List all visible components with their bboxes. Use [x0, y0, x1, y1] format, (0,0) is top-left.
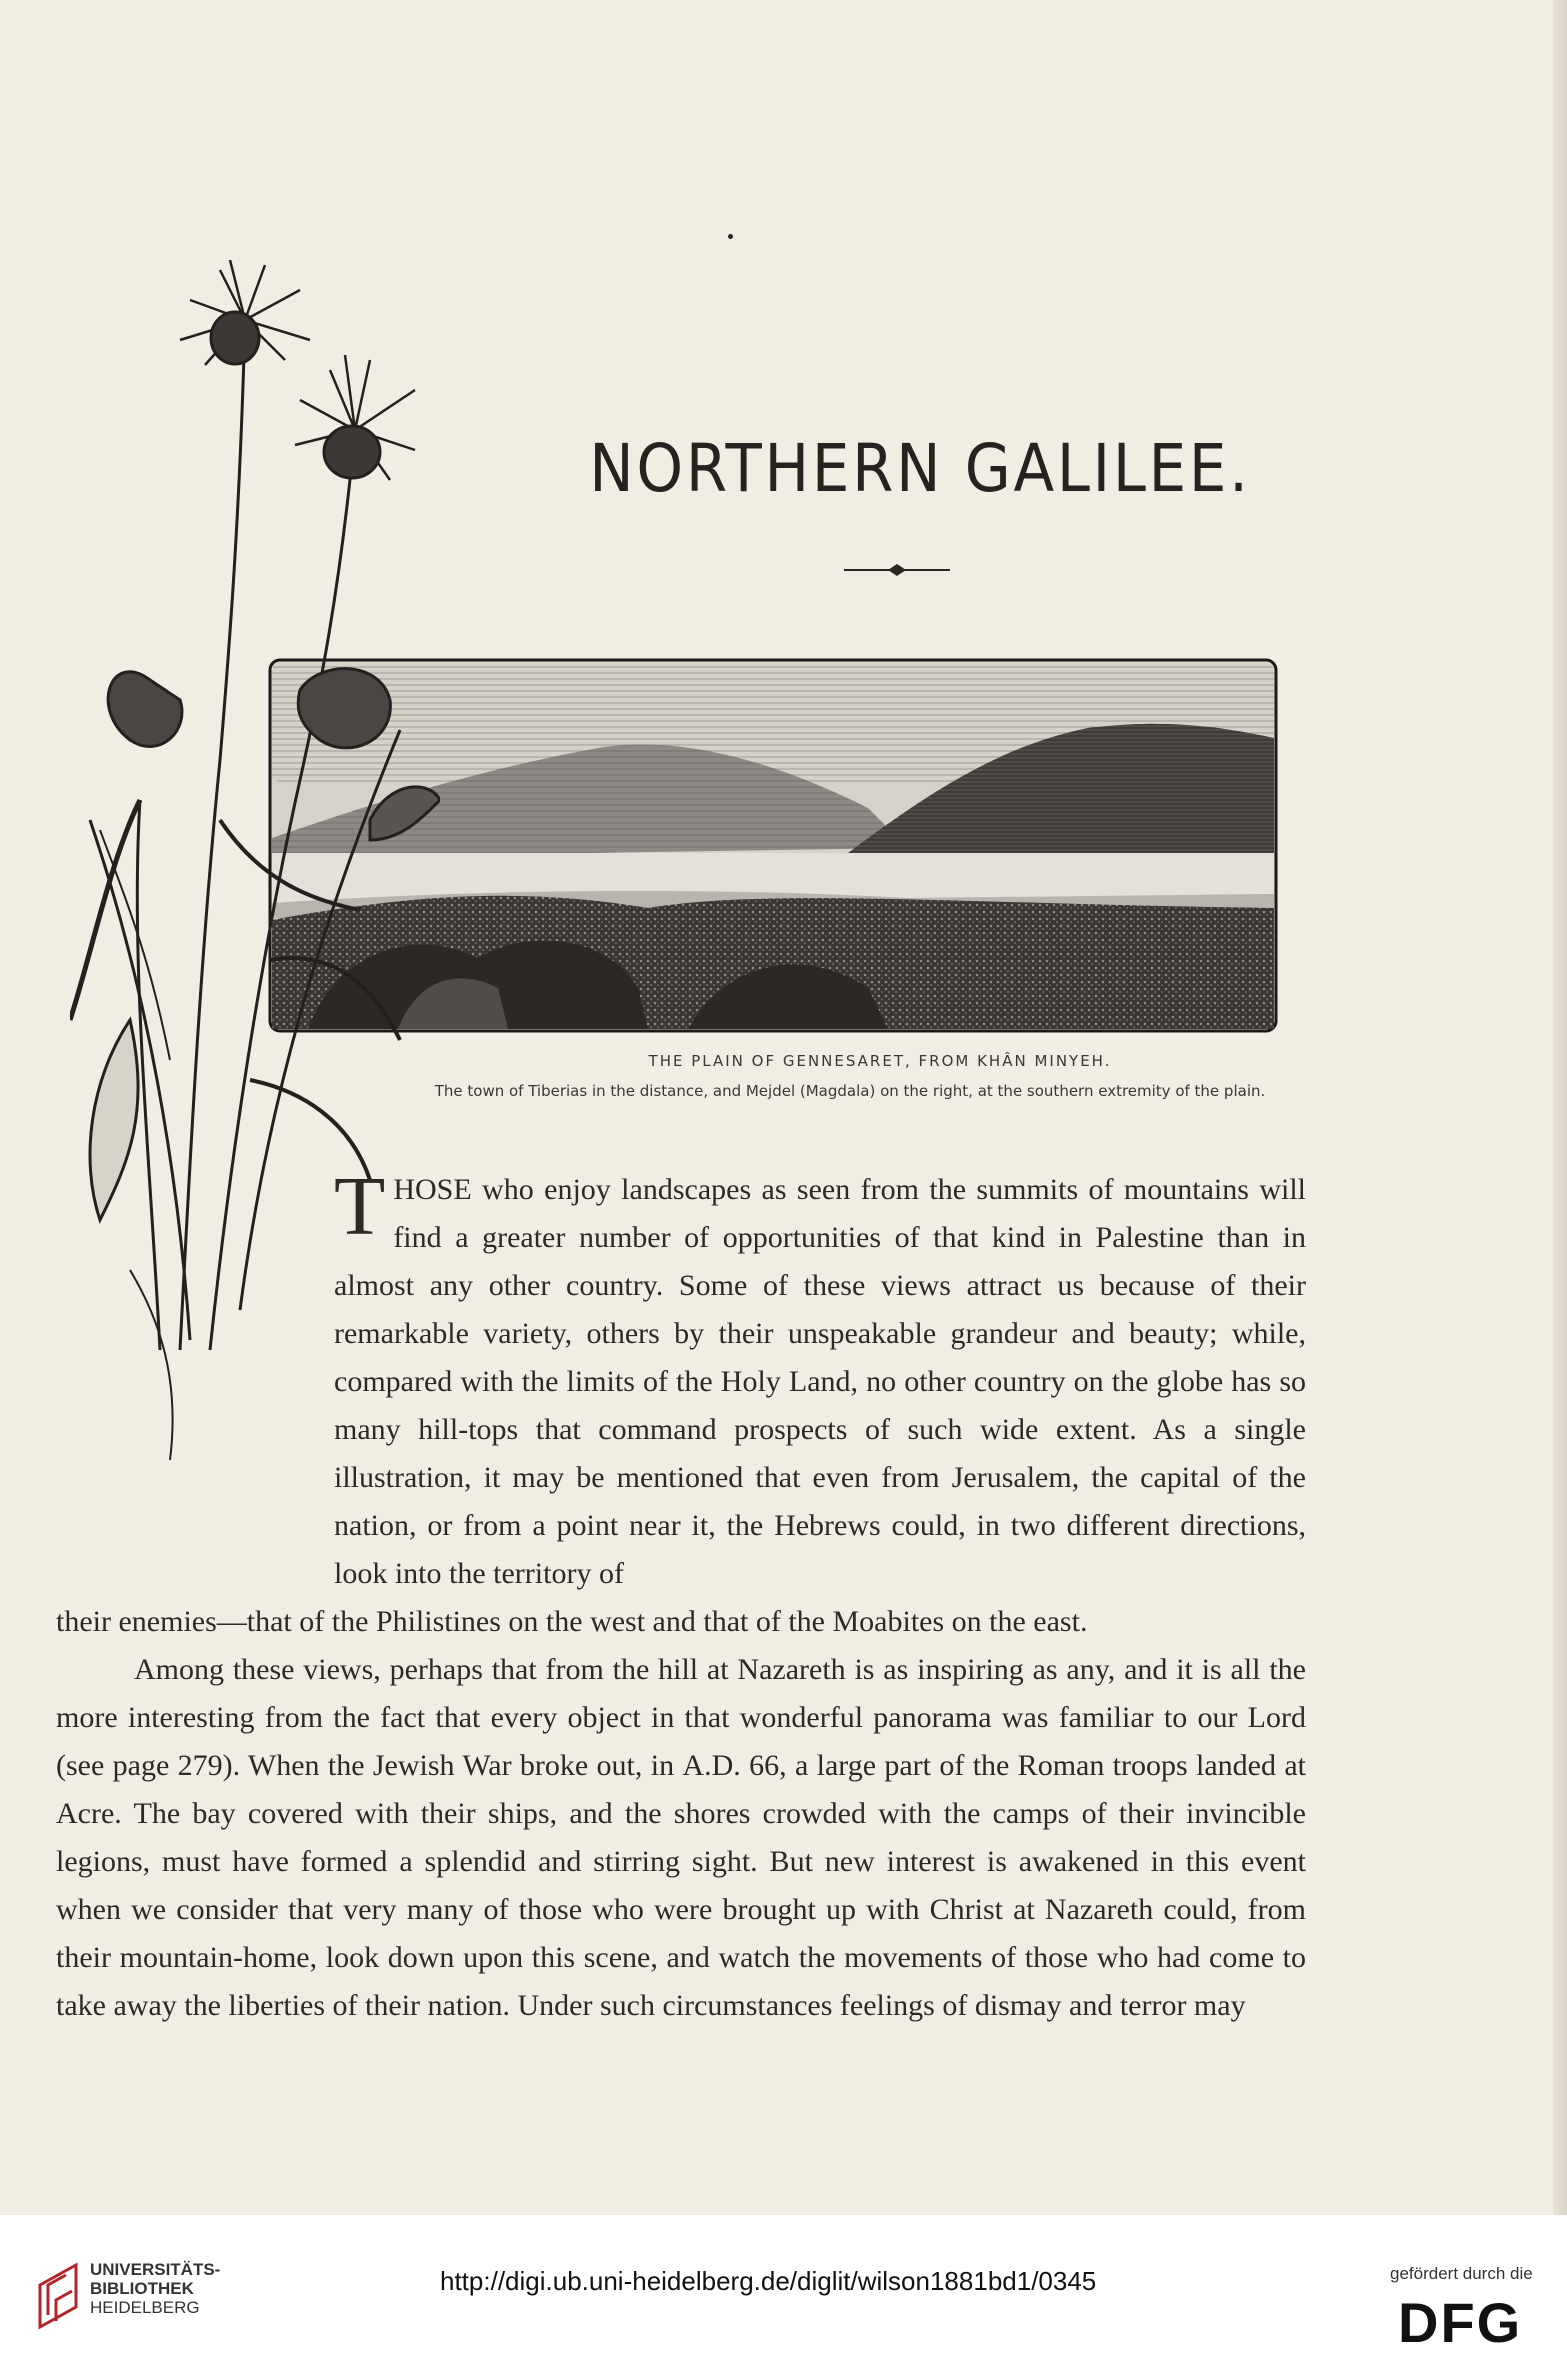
title-ornament [844, 562, 950, 578]
illustration-caption-title: THE PLAIN OF GENNESARET, FROM KHÂN MINYEH. [648, 1052, 1112, 1070]
library-name [90, 2260, 220, 2317]
paragraph-1-text: HOSE who enjoy landscapes as seen from the summits of mountains will find a greater number of opportunities of that kind in Palestine than in almost any other country. Some of these views attract us because of their remarkable variety, others by their unspeakable grandeur and beauty; while, compared with the limits of the Holy Land, no other country on the globe has so many hill-tops that command prospects of such wide extent. As a single illustration, it may be mentioned that even from Jerusalem, the capital of the nation, or from a point near it, the Hebrews could, in two different directions, look into the territory of [334, 1173, 1306, 1590]
library-logo-icon [36, 2261, 80, 2331]
page-edge [1553, 0, 1567, 2215]
drop-cap: T [334, 1160, 386, 1253]
dfg-logo: DFG [1398, 2291, 1523, 2354]
ink-speck [728, 234, 733, 239]
illustration-caption-note: The town of Tiberias in the distance, and Mejdel (Magdala) on the right, at the southern extremity of the plain. [434, 1082, 1266, 1100]
paragraph-2 [56, 1646, 1306, 2030]
source-url-link[interactable]: http://digi.ub.uni-heidelberg.de/diglit/wilson1881bd1/0345 [440, 2266, 1097, 2296]
sponsor-text: gefördert durch die [1390, 2264, 1533, 2283]
paragraph-1-tail: their enemies—that of the Philistines on the west and that of the Moabites on the east. [56, 1605, 1088, 1638]
library-name-line-3: HEIDELBERG [90, 2298, 200, 2317]
chapter-title: NORTHERN GALILEE. [589, 430, 1251, 507]
paragraph-1 [334, 1160, 1306, 1598]
paragraph-2-text-a: Among these views, perhaps that from the hill at Nazareth is as inspiring as any, and it is all the more interesting from the fact that every object in that wonderful panorama was familiar to our Lord (see page 279). When the Jewish War broke out, in [56, 1653, 1306, 1782]
paragraph-2-text-b: 66, a large part of the Roman troops landed at Acre. The bay covered with their ships, and the shores crowded with the camps of their invincible legions, must have formed a splendid and stirring sight. But new interest is awakened in this event when we consider that very many of those who were brought up with Christ at Nazareth could, from their mountain-home, look down upon this scene, and watch the movements of those who had come to take away the liberties of their nation. Under such circumstances feelings of dismay and terror may [56, 1749, 1306, 2022]
era-abbreviation: A.D. [682, 1749, 741, 1782]
library-name-line-2: BIBLIOTHEK [90, 2279, 194, 2298]
library-name-line-1: UNIVERSITÄTS- [90, 2260, 221, 2279]
